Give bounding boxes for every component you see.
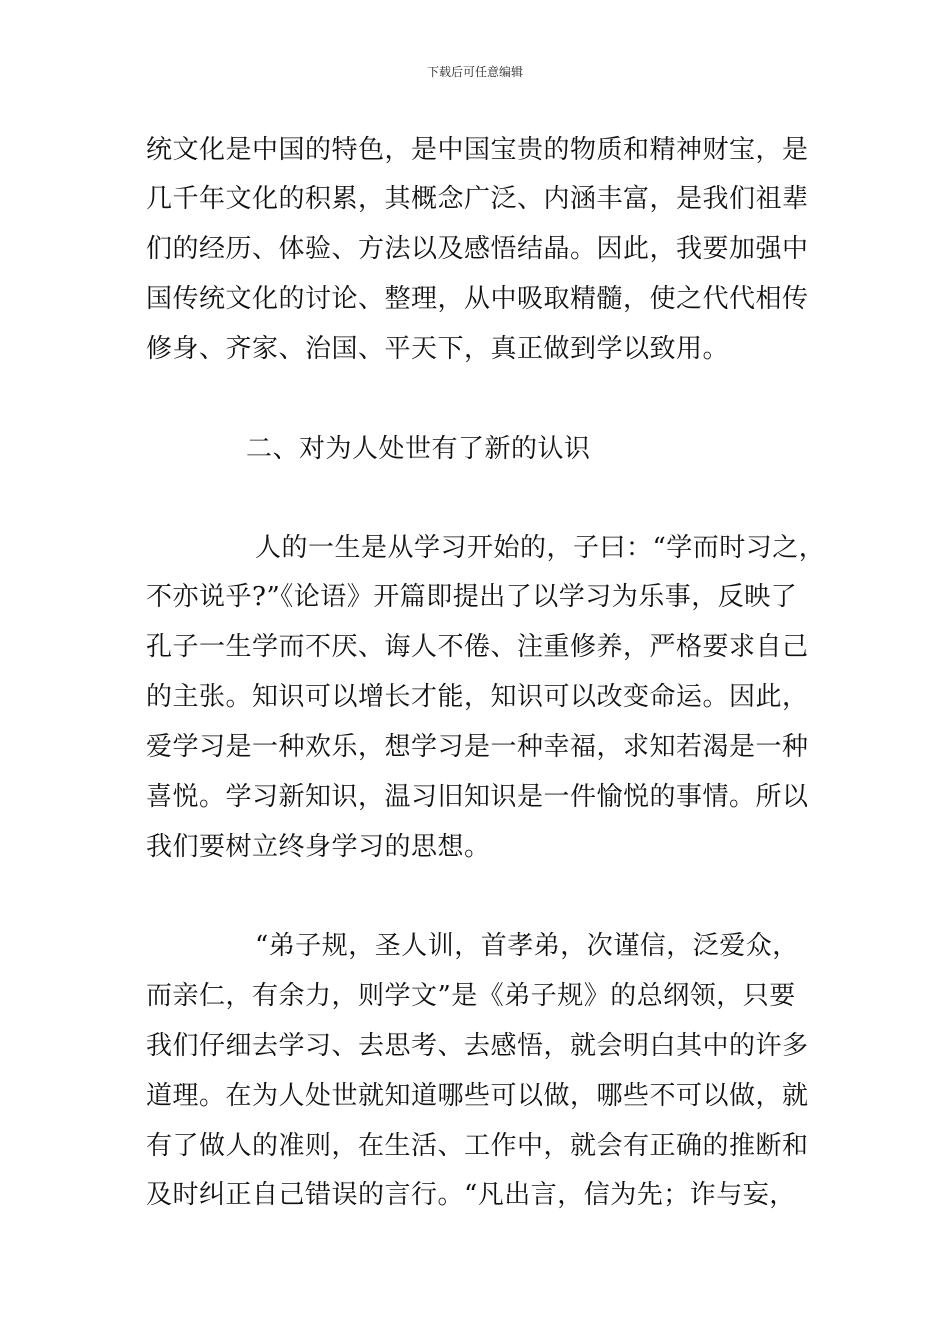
paragraph-3-line-6: 及时纠正自己错误的言行。“凡出言，信为先；诈与妄， <box>146 1180 796 1210</box>
paragraph-1-line-5: 修身、齐家、治国、平天下，真正做到学以致用。 <box>146 334 730 364</box>
paragraph-1-line-4: 国传统文化的讨论、整理，从中吸取精髓，使之代代相传 <box>146 284 809 314</box>
paragraph-3-line-4: 道理。在为人处世就知道哪些可以做，哪些不可以做，就 <box>146 1081 809 1111</box>
paragraph-3-line-3: 我们仔细去学习、去思考、去感悟，就会明白其中的许多 <box>146 1031 809 1061</box>
paragraph-2-line-5: 爱学习是一种欢乐，想学习是一种幸福，求知若渴是一种 <box>146 732 809 762</box>
paragraph-2-line-7: 我们要树立终身学习的思想。 <box>146 832 491 862</box>
paragraph-3-line-1: “弟子规，圣人训，首孝弟，次谨信，泛爱众， <box>255 931 799 961</box>
paragraph-2-line-2: 不亦说乎?”《论语》开篇即提出了以学习为乐事，反映了 <box>146 582 798 612</box>
paragraph-2-line-4: 的主张。知识可以增长才能，知识可以改变命运。因此， <box>146 682 809 712</box>
header-note: 下载后可任意编辑 <box>426 65 523 79</box>
paragraph-3-line-5: 有了做人的准则，在生活、工作中，就会有正确的推断和 <box>146 1131 809 1161</box>
paragraph-2-line-1: 人的一生是从学习开始的，子曰：“学而时习之， <box>255 533 826 563</box>
section-heading: 二、对为人处世有了新的认识 <box>246 434 591 464</box>
paragraph-1-line-1: 统文化是中国的特色，是中国宝贵的物质和精神财宝，是 <box>146 135 809 165</box>
paragraph-2-line-6: 喜悦。学习新知识，温习旧知识是一件愉悦的事情。所以 <box>146 782 809 812</box>
paragraph-3-line-2: 而亲仁，有余力，则学文”是《弟子规》的总纲领，只要 <box>146 981 796 1011</box>
paragraph-1-line-2: 几千年文化的积累，其概念广泛、内涵丰富，是我们祖辈 <box>146 184 809 214</box>
paragraph-1-line-3: 们的经历、体验、方法以及感悟结晶。因此，我要加强中 <box>146 234 809 264</box>
paragraph-2-line-3: 孔子一生学而不厌、诲人不倦、注重修养，严格要求自己 <box>146 632 809 662</box>
